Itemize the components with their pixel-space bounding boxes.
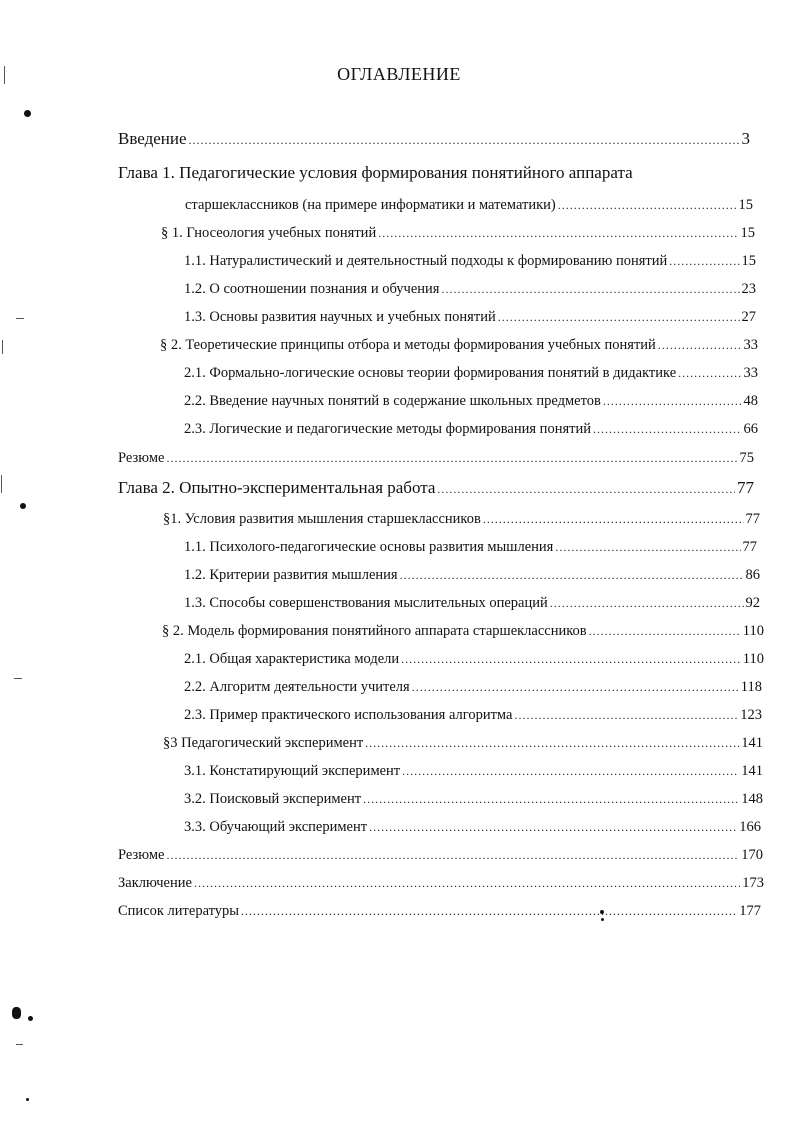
toc-entry-label: 1.3. Способы совершенствования мыслительных операций <box>184 595 548 611</box>
toc-entry-label: 2.2. Введение научных понятий в содержание школьных предметов <box>184 393 601 409</box>
leader-dots <box>669 250 739 272</box>
toc-entry-label: 2.3. Логические и педагогические методы формирования понятий <box>184 421 591 437</box>
toc-entry[interactable] <box>184 362 758 384</box>
scan-speck <box>26 1098 29 1101</box>
toc-entry-page: 177 <box>739 903 761 919</box>
scan-speck <box>601 918 604 921</box>
toc-entry-label: Список литературы <box>118 903 240 919</box>
toc-entry-page: 77 <box>737 478 754 497</box>
toc-entry-label: 3.1. Констатирующий эксперимент <box>184 763 401 779</box>
toc-entry[interactable] <box>163 508 760 530</box>
scan-mark <box>2 340 3 354</box>
toc-entry-page: 66 <box>743 421 758 437</box>
toc-entry-label: Глава 2. Опытно-экспериментальная работа <box>118 478 436 497</box>
leader-dots <box>369 816 737 838</box>
toc-entry-label: §1. Условия развития мышления старшеклассников <box>163 511 481 527</box>
toc-entry[interactable] <box>184 648 764 670</box>
leader-dots <box>593 418 742 440</box>
toc-entry-page: 141 <box>741 763 763 779</box>
toc-entry-page: 48 <box>743 393 758 409</box>
toc-entry-page: 173 <box>742 875 764 891</box>
toc-entry-page: 33 <box>743 365 758 381</box>
leader-dots <box>402 760 739 782</box>
leader-dots <box>194 872 740 894</box>
toc-entry[interactable] <box>118 872 764 894</box>
toc-entry-page: 141 <box>741 735 763 751</box>
toc-entry[interactable] <box>118 900 761 922</box>
scan-speck <box>28 1016 33 1021</box>
toc-entry-label: 1.2. Критерии развития мышления <box>184 567 398 583</box>
toc-entry-page: 170 <box>741 847 763 863</box>
page-title: ОГЛАВЛЕНИЕ <box>337 64 461 84</box>
toc-entry-label: 1.1. Психолого-педагогические основы развития мышления <box>184 539 554 555</box>
scan-mark <box>16 1044 23 1045</box>
scan-mark <box>1 475 2 493</box>
toc-entry-page: 86 <box>745 567 760 583</box>
leader-dots <box>166 844 739 866</box>
toc-entry[interactable] <box>184 760 763 782</box>
leader-dots <box>363 788 739 810</box>
leader-dots <box>555 536 740 558</box>
toc-entry-page: 75 <box>739 450 754 466</box>
toc-entry-label: Глава 1. Педагогические условия формирования понятийного аппарата <box>118 163 633 182</box>
toc-entry[interactable] <box>163 732 763 754</box>
toc-entry-label: Введение <box>118 129 187 148</box>
toc-entry-label: § 2. Теоретические принципы отбора и методы формирования учебных понятий <box>160 337 656 353</box>
toc-entry-label: Резюме <box>118 847 165 863</box>
toc-entry-label: 2.3. Пример практического использования алгоритма <box>184 707 513 723</box>
toc-entry-page: 33 <box>743 337 758 353</box>
toc-entry[interactable] <box>118 447 754 469</box>
leader-dots <box>166 447 737 469</box>
toc-entry[interactable] <box>184 418 758 440</box>
leader-dots <box>365 732 739 754</box>
toc-entry[interactable] <box>118 162 758 184</box>
toc-entry-page: 77 <box>742 539 757 555</box>
leader-dots <box>437 478 735 500</box>
leader-dots <box>412 676 739 698</box>
leader-dots <box>378 222 738 244</box>
toc-entry-page: 148 <box>741 791 763 807</box>
toc-entry-page: 15 <box>738 197 753 213</box>
toc-entry-label: § 2. Модель формирования понятийного аппарата старшеклассников <box>162 623 587 639</box>
scan-speck <box>20 503 26 509</box>
leader-dots <box>678 362 741 384</box>
toc-entry-label: Резюме <box>118 450 165 466</box>
toc-entry[interactable] <box>184 788 763 810</box>
scan-speck <box>24 110 31 117</box>
leader-dots <box>603 390 742 412</box>
toc-entry[interactable] <box>118 844 763 866</box>
toc-entry[interactable] <box>184 816 761 838</box>
leader-dots <box>558 194 737 216</box>
toc-entry-page: 27 <box>741 309 756 325</box>
scan-speck <box>600 910 604 914</box>
toc-entry-page: 166 <box>739 819 761 835</box>
toc-entry[interactable] <box>184 676 762 698</box>
toc-entry-page: 23 <box>741 281 756 297</box>
toc-entry[interactable] <box>185 194 753 216</box>
toc-entry-page: 118 <box>740 679 762 695</box>
toc-entry-page: 15 <box>740 225 755 241</box>
toc-entry-label: старшеклассников (на примере информатики и математики) <box>185 197 556 213</box>
scan-mark <box>16 318 24 319</box>
toc-entry[interactable] <box>160 334 758 356</box>
scan-mark <box>14 678 22 679</box>
toc-entry[interactable] <box>118 477 754 499</box>
toc-entry-label: 1.3. Основы развития научных и учебных понятий <box>184 309 496 325</box>
leader-dots <box>441 278 739 300</box>
leader-dots <box>658 334 742 356</box>
leader-dots <box>400 564 744 586</box>
toc-entry-label: 2.1. Формально-логические основы теории формирования понятий в дидактике <box>184 365 677 381</box>
toc-entry[interactable] <box>184 564 760 586</box>
toc-entry-label: § 1. Гносеология учебных понятий <box>161 225 377 241</box>
toc-entry[interactable] <box>184 390 758 412</box>
leader-dots <box>241 900 737 922</box>
leader-dots <box>401 648 741 670</box>
toc-entry[interactable] <box>184 536 757 558</box>
scan-mark <box>4 66 5 84</box>
toc-entry[interactable] <box>184 278 756 300</box>
toc-entry-label: Заключение <box>118 875 192 891</box>
toc-entry[interactable] <box>162 620 764 642</box>
toc-entry-page: 123 <box>740 707 762 723</box>
toc-entry-label: 2.1. Общая характеристика модели <box>184 651 400 667</box>
toc-entry-page: 92 <box>745 595 760 611</box>
toc-entry-label: 3.2. Поисковый эксперимент <box>184 791 362 807</box>
toc-entry-page: 77 <box>745 511 760 527</box>
leader-dots <box>589 620 741 642</box>
toc-entry-label: 2.2. Алгоритм деятельности учителя <box>184 679 410 695</box>
toc-entry[interactable] <box>184 592 760 614</box>
toc-entry[interactable] <box>118 128 750 150</box>
toc-entry-label: 1.2. О соотношении познания и обучения <box>184 281 440 297</box>
toc-entry-page: 110 <box>742 651 764 667</box>
leader-dots <box>189 129 740 151</box>
toc-entry-label: 3.3. Обучающий эксперимент <box>184 819 368 835</box>
toc-entry-page: 110 <box>742 623 764 639</box>
toc-entry[interactable] <box>161 222 755 244</box>
scan-speck <box>12 1007 21 1019</box>
toc-entry[interactable] <box>184 306 756 328</box>
toc-entry-page: 3 <box>741 129 750 148</box>
toc-entry[interactable] <box>184 704 762 726</box>
leader-dots <box>498 306 740 328</box>
leader-dots <box>550 592 744 614</box>
leader-dots <box>514 704 738 726</box>
toc-entry[interactable] <box>184 250 756 272</box>
leader-dots <box>483 508 744 530</box>
toc-entry-page: 15 <box>741 253 756 269</box>
toc-entry-label: 1.1. Натуралистический и деятельностный подходы к формированию понятий <box>184 253 668 269</box>
toc-entry-label: §3 Педагогический эксперимент <box>163 735 364 751</box>
